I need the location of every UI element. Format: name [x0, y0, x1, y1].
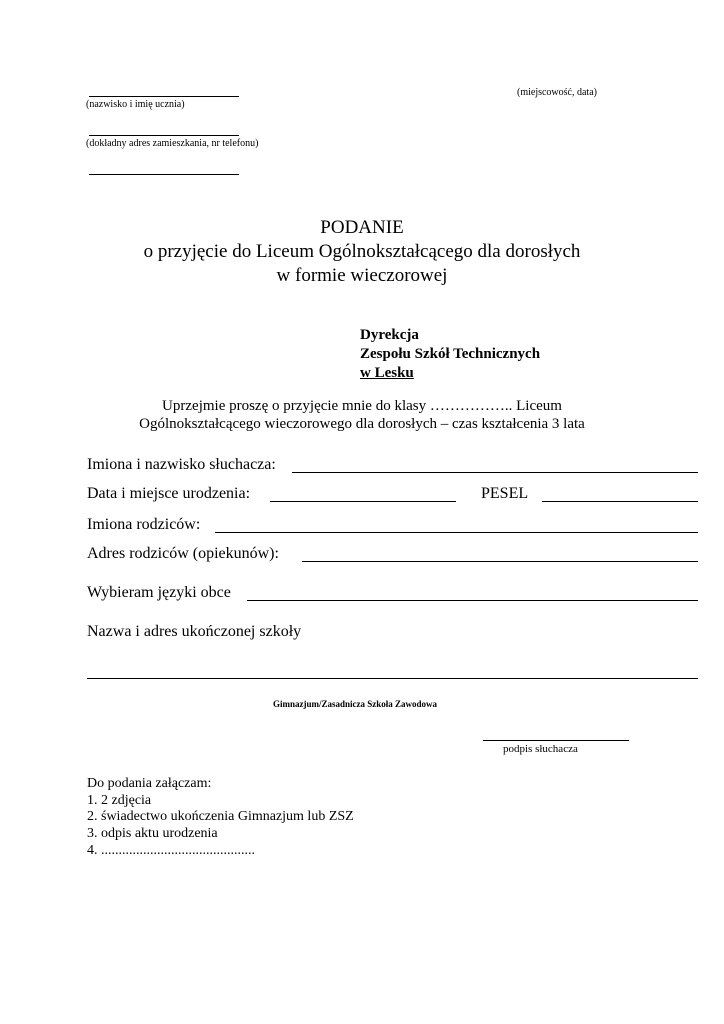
attachment-item: 4. ............................................ [87, 843, 255, 858]
signature-caption: podpis słuchacza [503, 743, 578, 755]
addressee-line1: Dyrekcja [360, 327, 419, 343]
names-label: Imiona i nazwisko słuchacza: [87, 456, 276, 473]
document-subtitle-line1: o przyjęcie do Liceum Ogólnokształcącego dla dorosłych [143, 241, 581, 262]
document-title: PODANIE [320, 217, 404, 238]
school-type-note: Gimnazjum/Zasadnicza Szkoła Zawodowa [273, 699, 438, 709]
addressee-line3: w Lesku [360, 365, 414, 381]
parents-input-line[interactable] [215, 532, 698, 533]
school-input-line[interactable] [87, 678, 698, 679]
attachment-item: 3. odpis aktu urodzenia [87, 826, 218, 841]
address-caption: (dokładny adres zamieszkania, nr telefonu) [86, 138, 259, 149]
names-input-line[interactable] [292, 472, 698, 473]
student-name-caption: (nazwisko i imię ucznia) [86, 99, 185, 110]
school-label: Nazwa i adres ukończonej szkoły [87, 623, 302, 640]
request-line2: Ogólnokształcącego wieczorowego dla dorosłych – czas kształcenia 3 lata [139, 416, 585, 432]
phone-line[interactable] [89, 174, 239, 175]
languages-input-line[interactable] [247, 600, 698, 601]
parents-address-label: Adres rodziców (opiekunów): [87, 545, 279, 562]
birth-label: Data i miejsce urodzenia: [87, 485, 251, 502]
birth-input-line[interactable] [270, 501, 456, 502]
languages-label: Wybieram języki obce [87, 584, 231, 601]
parents-label: Imiona rodziców: [87, 516, 201, 533]
address-line[interactable] [89, 135, 239, 136]
pesel-input-line[interactable] [542, 501, 698, 502]
document-subtitle-line2: w formie wieczorowej [276, 265, 448, 286]
attachment-item: 1. 2 zdjęcia [87, 793, 152, 808]
signature-line[interactable] [483, 740, 629, 741]
parents-address-input-line[interactable] [302, 561, 698, 562]
addressee-line2: Zespołu Szkół Technicznych [360, 346, 541, 362]
pesel-label: PESEL [481, 485, 529, 502]
student-name-line[interactable] [89, 96, 239, 97]
place-date-caption: (miejscowość, data) [517, 87, 597, 98]
attachment-item: 2. świadectwo ukończenia Gimnazjum lub ZSZ [87, 809, 354, 824]
request-line1: Uprzejmie proszę o przyjęcie mnie do klasy …………….. Liceum [162, 398, 562, 414]
attachments-heading: Do podania załączam: [87, 776, 212, 791]
